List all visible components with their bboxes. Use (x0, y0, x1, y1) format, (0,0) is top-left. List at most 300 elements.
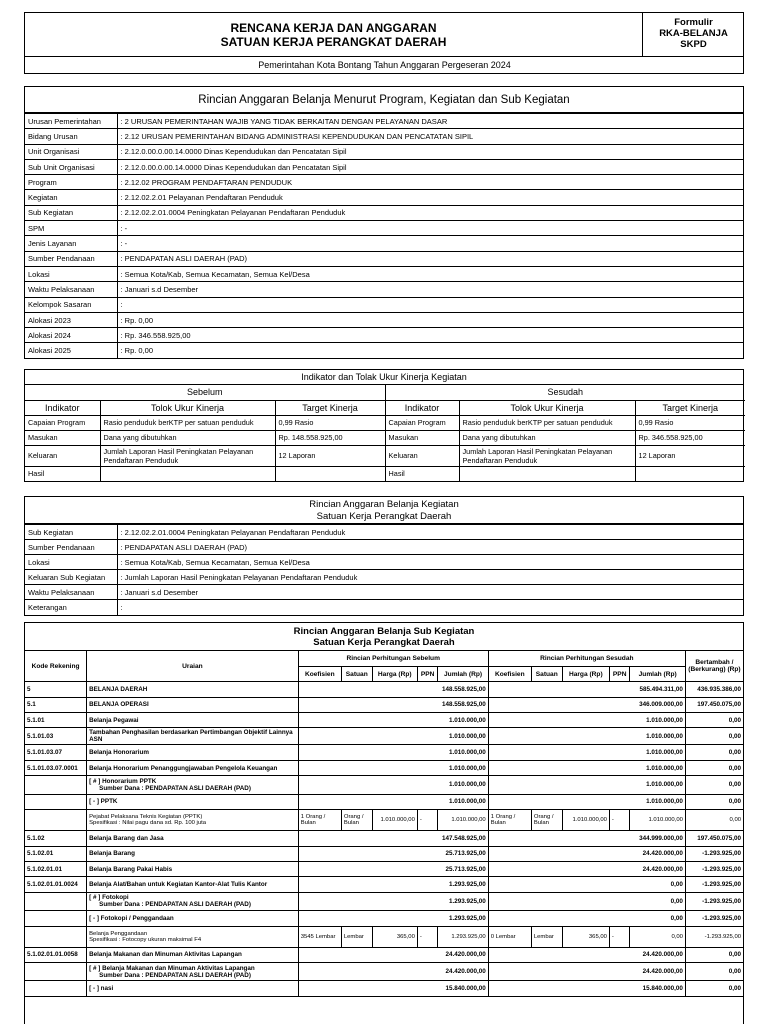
uraian (87, 861, 299, 876)
perhitungan-b-empty (488, 697, 630, 712)
target-b (635, 466, 745, 481)
info-value: : 2 URUSAN PEMERINTAHAN WAJIB YANG TIDAK BERKAITAN DENGAN PELAYANAN DASAR (117, 114, 743, 129)
indikator-a: Keluaran (25, 445, 100, 466)
bertambah-berkurang: 0,00 (685, 728, 743, 745)
info-row (25, 282, 743, 297)
sebelum-header: Sebelum (25, 385, 385, 400)
jumlah-a: 147.548.925,00 (438, 831, 488, 846)
kegiatan-section-title (25, 497, 743, 524)
perhitungan-a-empty (298, 745, 438, 760)
perhitungan-a-empty (298, 776, 438, 795)
info-row (25, 236, 743, 251)
perhitungan-a-empty (298, 911, 438, 926)
col-satuan-a: Satuan (341, 666, 372, 681)
kegiatan-label: Sub Kegiatan (25, 525, 117, 540)
uraian-line: [ # ] Belanja Makanan dan Minuman Aktivitas Lapangan (89, 964, 255, 972)
col-ppn-a: PPN (417, 666, 438, 681)
jumlah-b: 1.010.000,00 (630, 713, 685, 728)
perhitungan-a-empty (298, 947, 438, 962)
jumlah-a: 1.293.925,00 (438, 877, 488, 892)
kode-rekening (25, 911, 87, 926)
uraian-line: Tambahan Penghasilan berdasarkan Pertimbangan Objektif Lainnya ASN (89, 729, 293, 744)
jumlah-b: 585.494.311,00 (630, 682, 685, 697)
form-line-1: Formulir (674, 17, 713, 28)
perhitungan-b-empty (488, 877, 630, 892)
col-harga-b: Harga (Rp) (562, 666, 609, 681)
info-row (25, 159, 743, 174)
target-b: Rp. 346.558.925,00 (635, 430, 745, 445)
kode-rekening (25, 892, 87, 911)
uraian (87, 892, 299, 911)
jumlah-a: 24.420.000,00 (438, 962, 488, 981)
info-label: Alokasi 2023 (25, 312, 117, 327)
uraian-line: [ # ] Fotokopi (89, 894, 129, 902)
kegiatan-label: Keluaran Sub Kegiatan (25, 570, 117, 585)
info-row (25, 114, 743, 129)
perhitungan-b-empty (488, 911, 630, 926)
jumlah-b: 1.010.000,00 (630, 745, 685, 760)
uraian (87, 947, 299, 962)
info-row (25, 297, 743, 312)
info-label: Program (25, 175, 117, 190)
indikator-row (25, 430, 745, 445)
jumlah-b: 1.010.000,00 (630, 760, 685, 775)
info-value: : - (117, 236, 743, 251)
col-satuan-b: Satuan (531, 666, 562, 681)
jumlah-b: 1.010.000,00 (630, 728, 685, 745)
tolak-a: Jumlah Laporan Hasil Peningkatan Pelayanan Pendaftaran Penduduk (100, 445, 275, 466)
tolak-a (100, 466, 275, 481)
info-row (25, 343, 743, 358)
form-code (643, 13, 744, 57)
info-label: Bidang Urusan (25, 129, 117, 144)
perhitungan-a-empty (298, 846, 438, 861)
uraian (87, 810, 299, 831)
jumlah-b: 0,00 (630, 911, 685, 926)
indikator-row (25, 466, 745, 481)
rincian-row (25, 697, 743, 712)
info-value: : 2.12.0.00.0.00.14.0000 Dinas Kependudukan dan Pencatatan Sipil (117, 159, 743, 174)
rincian-section-title (25, 623, 743, 651)
target-a: 0,99 Rasio (275, 415, 385, 430)
satuan-b: Lembar (531, 926, 562, 947)
kode-rekening: 5.1.02.01 (25, 846, 87, 861)
kegiatan-value: : Jumlah Laporan Hasil Peningkatan Pelayanan Pendaftaran Penduduk (117, 570, 743, 585)
sesudah-header: Sesudah (385, 385, 745, 400)
info-value: : Semua Kota/Kab, Semua Kecamatan, Semua Kel/Desa (117, 266, 743, 281)
info-value: : Rp. 0,00 (117, 343, 743, 358)
document-title (25, 13, 643, 57)
jumlah-b: 1.010.000,00 (630, 794, 685, 809)
ppn-a: - (417, 926, 438, 947)
jumlah-a: 1.010.000,00 (438, 760, 488, 775)
bertambah-berkurang: 0,00 (685, 947, 743, 962)
uraian (87, 794, 299, 809)
info-value: : 2.12 URUSAN PEMERINTAHAN BIDANG ADMINISTRASI KEPENDUDUKAN DAN PENCATATAN SIPIL (117, 129, 743, 144)
tolak-b: Jumlah Laporan Hasil Peningkatan Pelayanan Pendaftaran Penduduk (459, 445, 635, 466)
kegiatan-value: : (117, 600, 743, 615)
kegiatan-row (25, 525, 743, 540)
bertambah-berkurang: -1.293.925,00 (685, 877, 743, 892)
col-harga-a: Harga (Rp) (372, 666, 417, 681)
rincian-row (25, 926, 743, 947)
jumlah-a: 1.293.925,00 (438, 926, 488, 947)
harga-a: 365,00 (372, 926, 417, 947)
tolak-a: Dana yang dibutuhkan (100, 430, 275, 445)
info-value: : 2.12.02 PROGRAM PENDAFTARAN PENDUDUK (117, 175, 743, 190)
jumlah-a: 1.010.000,00 (438, 810, 488, 831)
bertambah-berkurang: 0,00 (685, 760, 743, 775)
ppn-a: - (417, 810, 438, 831)
kegiatan-row (25, 600, 743, 615)
indikator-a: Capaian Program (25, 415, 100, 430)
bertambah-berkurang: 197.450.075,00 (685, 697, 743, 712)
kegiatan-section (24, 496, 744, 616)
info-value: : 2.12.0.00.0.00.14.0000 Dinas Kependudukan dan Pencatatan Sipil (117, 144, 743, 159)
col-koefisien-a: Koefisien (298, 666, 341, 681)
uraian (87, 682, 299, 697)
info-value: : - (117, 221, 743, 236)
info-label: SPM (25, 221, 117, 236)
program-section-title: Rincian Anggaran Belanja Menurut Program, Kegiatan dan Sub Kegiatan (25, 87, 743, 113)
perhitungan-b-empty (488, 947, 630, 962)
rincian-row (25, 962, 743, 981)
perhitungan-a-empty (298, 981, 438, 996)
kegiatan-label: Waktu Pelaksanaan (25, 585, 117, 600)
info-row (25, 190, 743, 205)
perhitungan-a-empty (298, 831, 438, 846)
harga-b: 1.010.000,00 (562, 810, 609, 831)
info-label: Urusan Pemerintahan (25, 114, 117, 129)
info-row (25, 205, 743, 220)
rincian-row (25, 861, 743, 876)
kegiatan-label: Keterangan (25, 600, 117, 615)
uraian (87, 926, 299, 947)
col-indikator-a: Indikator (25, 400, 100, 415)
uraian (87, 831, 299, 846)
col-bertambah: Bertambah / (Berkurang) (Rp) (685, 651, 743, 682)
uraian-sub: Sumber Dana : PENDAPATAN ASLI DAERAH (PAD) (99, 784, 251, 792)
perhitungan-a-empty (298, 760, 438, 775)
uraian (87, 697, 299, 712)
perhitungan-b-empty (488, 682, 630, 697)
uraian-sub: Sumber Dana : PENDAPATAN ASLI DAERAH (PAD) (99, 971, 251, 979)
kode-rekening: 5.1.02 (25, 831, 87, 846)
perhitungan-b-empty (488, 728, 630, 745)
kegiatan-value: : Januari s.d Desember (117, 585, 743, 600)
jumlah-a: 15.840.000,00 (438, 981, 488, 996)
jumlah-b: 24.420.000,00 (630, 962, 685, 981)
kegiatan-row (25, 540, 743, 555)
info-label: Sub Kegiatan (25, 205, 117, 220)
perhitungan-a-empty (298, 697, 438, 712)
rincian-row (25, 892, 743, 911)
indikator-b: Hasil (385, 466, 459, 481)
kegiatan-title-line-2: Satuan Kerja Perangkat Daerah (316, 511, 452, 522)
uraian-line: Belanja Honorarium Penanggungjawaban Pengelola Keuangan (89, 764, 278, 772)
perhitungan-a-empty (298, 877, 438, 892)
info-row (25, 266, 743, 281)
uraian (87, 877, 299, 892)
satuan-a: Orang / Bulan (341, 810, 372, 831)
bertambah-berkurang: 436.935.386,00 (685, 682, 743, 697)
jumlah-a: 148.558.925,00 (438, 682, 488, 697)
uraian-sub: Sumber Dana : PENDAPATAN ASLI DAERAH (PAD) (99, 901, 251, 909)
jumlah-b: 15.840.000,00 (630, 981, 685, 996)
indikator-section (24, 369, 744, 482)
perhitungan-a-empty (298, 962, 438, 981)
jumlah-a: 148.558.925,00 (438, 697, 488, 712)
jumlah-b: 24.420.000,00 (630, 947, 685, 962)
info-label: Waktu Pelaksanaan (25, 282, 117, 297)
kode-rekening (25, 810, 87, 831)
info-label: Alokasi 2025 (25, 343, 117, 358)
bertambah-berkurang: -1.293.925,00 (685, 861, 743, 876)
bertambah-berkurang: 0,00 (685, 745, 743, 760)
info-value: : Rp. 0,00 (117, 312, 743, 327)
perhitungan-a-empty (298, 713, 438, 728)
info-value: : PENDAPATAN ASLI DAERAH (PAD) (117, 251, 743, 266)
uraian (87, 760, 299, 775)
jumlah-a: 1.010.000,00 (438, 728, 488, 745)
kegiatan-row (25, 570, 743, 585)
uraian (87, 728, 299, 745)
jumlah-b: 0,00 (630, 892, 685, 911)
form-line-3: SKPD (680, 39, 707, 50)
jumlah-a: 25.713.925,00 (438, 861, 488, 876)
kode-rekening: 5 (25, 682, 87, 697)
koefisien-a: 3545 Lembar (298, 926, 341, 947)
rincian-row (25, 713, 743, 728)
uraian-line: BELANJA DAERAH (89, 685, 148, 693)
target-a: Rp. 148.558.925,00 (275, 430, 385, 445)
bertambah-berkurang: -1.293.925,00 (685, 892, 743, 911)
rincian-table (25, 651, 743, 997)
target-a: 12 Laporan (275, 445, 385, 466)
perhitungan-a-empty (298, 682, 438, 697)
kode-rekening: 5.1.01.03.07 (25, 745, 87, 760)
info-label: Kegiatan (25, 190, 117, 205)
indikator-b: Capaian Program (385, 415, 459, 430)
tolak-b: Rasio penduduk berKTP per satuan penduduk (459, 415, 635, 430)
kegiatan-table (25, 524, 743, 615)
title-line-1: RENCANA KERJA DAN ANGGARAN (230, 21, 437, 35)
bertambah-berkurang: -1.293.925,00 (685, 846, 743, 861)
perhitungan-b-empty (488, 794, 630, 809)
uraian (87, 962, 299, 981)
info-label: Unit Organisasi (25, 144, 117, 159)
target-b: 0,99 Rasio (635, 415, 745, 430)
rincian-row (25, 728, 743, 745)
kode-rekening: 5.1.01.03.07.0001 (25, 760, 87, 775)
harga-b: 365,00 (562, 926, 609, 947)
uraian-line: Belanja Honorarium (89, 749, 149, 757)
harga-a: 1.010.000,00 (372, 810, 417, 831)
kegiatan-value: : 2.12.02.2.01.0004 Peningkatan Pelayanan Pendaftaran Penduduk (117, 525, 743, 540)
rincian-row (25, 947, 743, 962)
indikator-table (25, 385, 745, 481)
satuan-a: Lembar (341, 926, 372, 947)
perhitungan-a-empty (298, 794, 438, 809)
kegiatan-row (25, 555, 743, 570)
perhitungan-b-empty (488, 776, 630, 795)
jumlah-a: 1.293.925,00 (438, 911, 488, 926)
uraian-line: [ - ] PPTK (89, 798, 118, 806)
info-row (25, 251, 743, 266)
rincian-row (25, 877, 743, 892)
perhitungan-b-empty (488, 846, 630, 861)
col-sesudah: Rincian Perhitungan Sesudah (488, 651, 685, 666)
kode-rekening (25, 962, 87, 981)
ppn-b: - (609, 926, 630, 947)
indikator-a: Hasil (25, 466, 100, 481)
rincian-section (24, 622, 744, 1024)
uraian-line: Belanja Makanan dan Minuman Aktivitas Lapangan (89, 951, 242, 959)
target-a (275, 466, 385, 481)
col-tolak-a: Tolok Ukur Kinerja (100, 400, 275, 415)
perhitungan-b-empty (488, 962, 630, 981)
col-indikator-b: Indikator (385, 400, 459, 415)
uraian (87, 846, 299, 861)
col-tolak-b: Tolok Ukur Kinerja (459, 400, 635, 415)
rincian-row (25, 760, 743, 775)
uraian-line: [ - ] Fotokopi / Penggandaan (89, 914, 174, 922)
col-koefisien-b: Koefisien (488, 666, 531, 681)
indikator-b: Masukan (385, 430, 459, 445)
kode-rekening: 5.1 (25, 697, 87, 712)
uraian-line: Pejabat Pelaksana Teknis Kegiatan (PPTK) (89, 814, 203, 821)
kegiatan-value: : Semua Kota/Kab, Semua Kecamatan, Semua Kel/Desa (117, 555, 743, 570)
info-label: Kelompok Sasaran (25, 297, 117, 312)
info-row (25, 144, 743, 159)
jumlah-b: 1.010.000,00 (630, 776, 685, 795)
bertambah-berkurang: 0,00 (685, 810, 743, 831)
rincian-row (25, 981, 743, 996)
uraian-line: Belanja Barang dan Jasa (89, 834, 164, 842)
info-row (25, 312, 743, 327)
uraian-line: Belanja Barang Pakai Habis (89, 865, 173, 873)
jumlah-b: 24.420.000,00 (630, 861, 685, 876)
info-label: Sub Unit Organisasi (25, 159, 117, 174)
uraian-sub: Spesifikasi : Fotocopy ukuran maksimal F4 (89, 936, 202, 943)
program-section (24, 86, 744, 359)
kegiatan-title-line-1: Rincian Anggaran Belanja Kegiatan (309, 499, 459, 510)
rincian-row (25, 682, 743, 697)
uraian (87, 776, 299, 795)
info-row (25, 129, 743, 144)
ppn-b: - (609, 810, 630, 831)
info-label: Jenis Layanan (25, 236, 117, 251)
indikator-a: Masukan (25, 430, 100, 445)
bertambah-berkurang: -1.293.925,00 (685, 926, 743, 947)
jumlah-a: 24.420.000,00 (438, 947, 488, 962)
info-label: Alokasi 2024 (25, 328, 117, 343)
info-value: : 2.12.02.2.01.0004 Peningkatan Pelayanan Pendaftaran Penduduk (117, 205, 743, 220)
jumlah-b: 346.009.000,00 (630, 697, 685, 712)
perhitungan-b-empty (488, 981, 630, 996)
perhitungan-a-empty (298, 861, 438, 876)
kode-rekening (25, 926, 87, 947)
program-table (25, 113, 743, 358)
uraian (87, 981, 299, 996)
info-row (25, 221, 743, 236)
rincian-row (25, 776, 743, 795)
kode-rekening (25, 794, 87, 809)
jumlah-a: 1.293.925,00 (438, 892, 488, 911)
uraian-line: BELANJA OPERASI (89, 701, 149, 709)
uraian-line: [ - ] nasi (89, 985, 114, 993)
kode-rekening: 5.1.01 (25, 713, 87, 728)
kode-rekening: 5.1.02.01.01.0024 (25, 877, 87, 892)
col-ppn-b: PPN (609, 666, 630, 681)
indikator-section-title: Indikator dan Tolak Ukur Kinerja Kegiatan (25, 370, 743, 385)
bertambah-berkurang: 197.450.075,00 (685, 831, 743, 846)
jumlah-a: 1.010.000,00 (438, 713, 488, 728)
bertambah-berkurang: 0,00 (685, 794, 743, 809)
jumlah-b: 0,00 (630, 877, 685, 892)
col-jumlah-b: Jumlah (Rp) (630, 666, 685, 681)
uraian (87, 745, 299, 760)
kode-rekening: 5.1.01.03 (25, 728, 87, 745)
jumlah-b: 344.999.000,00 (630, 831, 685, 846)
rincian-row (25, 794, 743, 809)
rincian-row (25, 911, 743, 926)
col-sebelum: Rincian Perhitungan Sebelum (298, 651, 488, 666)
perhitungan-b-empty (488, 831, 630, 846)
perhitungan-b-empty (488, 760, 630, 775)
perhitungan-b-empty (488, 745, 630, 760)
rincian-row (25, 810, 743, 831)
jumlah-a: 25.713.925,00 (438, 846, 488, 861)
bertambah-berkurang: 0,00 (685, 981, 743, 996)
form-header (24, 12, 744, 74)
kegiatan-value: : PENDAPATAN ASLI DAERAH (PAD) (117, 540, 743, 555)
kegiatan-label: Sumber Pendanaan (25, 540, 117, 555)
uraian-line: Belanja Pegawai (89, 716, 139, 724)
uraian-line: [ # ] Honorarium PPTK (89, 777, 157, 785)
title-line-2: SATUAN KERJA PERANGKAT DAERAH (220, 35, 447, 49)
uraian (87, 911, 299, 926)
kode-rekening: 5.1.02.01.01.0058 (25, 947, 87, 962)
target-b: 12 Laporan (635, 445, 745, 466)
indikator-row (25, 445, 745, 466)
info-value: : Januari s.d Desember (117, 282, 743, 297)
indikator-row (25, 415, 745, 430)
col-jumlah-a: Jumlah (Rp) (438, 666, 488, 681)
perhitungan-b-empty (488, 861, 630, 876)
info-value: : 2.12.02.2.01 Pelayanan Pendaftaran Penduduk (117, 190, 743, 205)
rincian-title-line-2: Satuan Kerja Perangkat Daerah (313, 637, 455, 648)
jumlah-a: 1.010.000,00 (438, 776, 488, 795)
tolak-b (459, 466, 635, 481)
bertambah-berkurang: -1.293.925,00 (685, 911, 743, 926)
col-target-b: Target Kinerja (635, 400, 745, 415)
info-value: : Rp. 346.558.925,00 (117, 328, 743, 343)
uraian-line: Belanja Alat/Bahan untuk Kegiatan Kantor-Alat Tulis Kantor (89, 880, 268, 888)
info-row (25, 328, 743, 343)
indikator-b: Keluaran (385, 445, 459, 466)
koefisien-b: 0 Lembar (488, 926, 531, 947)
koefisien-b: 1 Orang / Bulan (488, 810, 531, 831)
col-kode: Kode Rekening (25, 651, 87, 682)
perhitungan-b-empty (488, 713, 630, 728)
jumlah-a: 1.010.000,00 (438, 745, 488, 760)
bertambah-berkurang: 0,00 (685, 776, 743, 795)
rincian-row (25, 745, 743, 760)
info-row (25, 175, 743, 190)
kode-rekening (25, 776, 87, 795)
perhitungan-b-empty (488, 892, 630, 911)
